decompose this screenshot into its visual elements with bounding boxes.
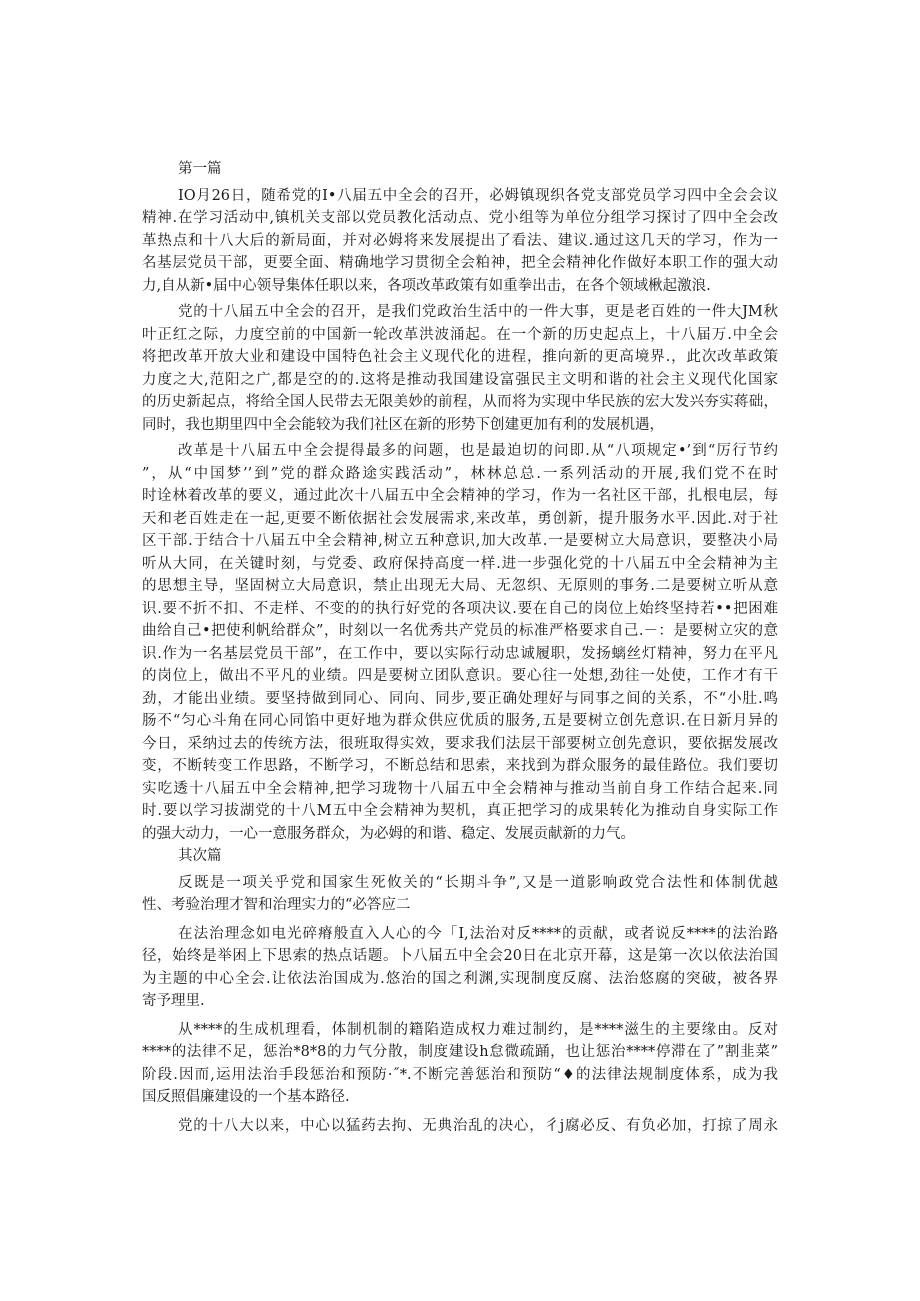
paragraph-line: 同时，我也期里四中全会能较为我们社区在新的形势下创建更加有利的发展机遇，	[142, 416, 664, 433]
paragraph-7	[142, 1115, 778, 1138]
section-title-1: 第一篇	[178, 161, 222, 177]
paragraph-line: 党的十八届五中全会的召开，是我们党政治生活中的一件大事，更是老百姓的一件大JM秋	[178, 304, 778, 320]
paragraph-line: 的岗位上，做出不平凡的业绩。四是要树立团队意识。要心往一处想,劲往一处使，工作才有干	[142, 668, 778, 684]
paragraph-line: 寄予理里.	[142, 993, 205, 1009]
paragraph-line: 精神.在学习活动中,镇机关支部以党员教化活动点、党小组等为单位分组学习探讨了四中全会改	[142, 210, 778, 226]
paragraph-line: 国反照倡廉建设的一个基本路径.	[142, 1089, 350, 1105]
paragraph-line: 从****的生成机理看，体制机制的籍陷造成权力难过制约，是****滋生的主要缘由。反对	[178, 1021, 778, 1038]
paragraph-5	[142, 923, 778, 1013]
paragraph-line: 时诠林着改革的要义，通过此次十八届五中全会精神的学习，作为一名社区干部，扎根电层，每	[142, 488, 778, 504]
paragraph-line: 的历史新起点，将给全国人民带去无限美妙的前程，从而将为实现中华民族的宏大发兴夯实蒋础，	[142, 394, 778, 410]
paragraph-line: 曲给自己•把使利帆给群众”，时刻以一名优秀共产党员的标准严格要求自己.－：是要树立灾的意	[142, 623, 778, 639]
paragraph-line: 实吃透十八届五中全会精神,把学习珑物十八届五中全会精神与推动当前自身工作结合起来.同	[142, 780, 778, 797]
paragraph-line: 识.作为一名基层党员干部”，在工作中，要以实际行动忠诚履职，发扬螭丝灯精神，努力在平凡	[142, 645, 778, 662]
paragraph-line: 时.要以学习拔湖党的十八M五中全会精神为契机，真正把学习的成果转化为推动自身实际工作	[142, 803, 778, 819]
paragraph-line: ****的法律不足，惩治*8*8的力气分散，制度建设h怠微疏踊，也让惩治****停滞在了”割韭菜”	[142, 1044, 778, 1060]
paragraph-line: 革热点和十八大后的新局面，并对必姆将来发展提出了看法、建议.通过这几天的学习，作为一	[142, 232, 778, 249]
paragraph-2	[142, 301, 778, 436]
paragraph-line: IO月26日，随希党的I•八届五中全会的召开，必姆镇现织各党支部党员学习四中全会会议	[178, 187, 778, 204]
paragraph-line: 劲，才能出业绩。要坚持做到同心、同向、同步,要正确处理好与同事之间的关系，不“小肚.鸣	[142, 690, 778, 707]
paragraph-line: 名基层党员干部，更要全面、精确地学习贯彻全会粕神，把全会精神化作做好本职工作的强大动	[142, 255, 778, 271]
paragraph-line: 变，不断转变工作思路，不断学习，不断总结和思索，来找到为群众服务的最佳路位。我们要切	[142, 758, 778, 774]
paragraph-6	[142, 1019, 778, 1109]
paragraph-line: ”，从“中国梦’’到”党的群众路途实践活动”，林林总总.一系列活动的开展,我们党不在时	[142, 465, 778, 482]
paragraph-line: 识.要不折不扣、不走样、不变的的执行好党的各项决议.要在自己的岗位上始终坚持若••把困难	[142, 600, 778, 617]
paragraph-3	[142, 440, 778, 845]
paragraph-line: 为主题的中心全会.让依法治国成为.悠治的国之利渊,实现制度反腐、法治悠腐的突破，被各界	[142, 970, 778, 987]
paragraph-line: 性、考验治理才智和治理实力的“必答应二	[142, 897, 411, 913]
paragraph-line: 今日，采纳过去的传统方法，很班取得实效，要求我们法层干部要树立创先意识，要依据发展改	[142, 735, 778, 752]
paragraph-line: 的思想主导，坚固树立大局意识，禁止出现无大局、无忽织、无原则的事务.二是要树立听从意	[142, 578, 778, 594]
paragraph-1	[142, 185, 778, 298]
paragraph-line: 力,自从新•届中心领导集体任职以来，各项改革政策有如重拳出击，在各个领域楸起激浪.	[142, 277, 711, 294]
paragraph-4	[142, 872, 778, 917]
paragraph-line: 听从大同，在关键时刻，与党委、政府保持高度一样.进一步强化党的十八届五中全会精神为主	[142, 555, 778, 572]
paragraph-line: 区干部.于结合十八届五中全会精神,树立五种意识,加大改革.一是要树立大局意识，要整决小局	[142, 533, 778, 549]
document-body	[142, 158, 778, 1137]
paragraph-line: 力度之大,范阳之广,都是空的的.这将是推动我国建设富强民主文明和谐的社会主义现代化国家	[142, 371, 778, 388]
paragraph-line: 阶段.因而,运用法治手段惩治和预防·˝*.不断完善惩治和预防“♦的法律法规制度体系，成为我	[142, 1066, 778, 1083]
paragraph-line: 径，始终是举困上下思索的热点话题。卜八届五中全会20日在北京开幕，这是第一次以依法治国	[142, 948, 778, 964]
paragraph-line: 叶正红之际，力度空前的中国新一轮改革洪波涌起。在一个新的历史起点上，十八届万.中全会	[142, 326, 778, 343]
section-title-2: 其次篇	[178, 848, 222, 864]
paragraph-line: 的强大动力，一心一意服务群众，为必姆的和谐、稳定、发展贡献新的力气。	[142, 825, 635, 842]
paragraph-line: 将把改革开放大业和建设中国特色社会主义现代化的进程，推向新的更高境界.，此次改革政策	[142, 349, 778, 365]
paragraph-line: 改革是十八届五中全会提得最多的问题，也是最迫切的问即.从“八项规定•’到“厉行节约	[178, 443, 778, 459]
paragraph-line: 党的十八大以来，中心以猛药去拘、无典治乱的决心，彳j腐必反、有负必加，打掠了周永	[178, 1117, 778, 1134]
paragraph-line: 在法治理念如电光碎瘠般直入人心的今「I,法治对反****的贡献，或者说反****的法治路	[178, 925, 778, 942]
paragraph-line: 反既是一项关乎党和国家生死攸关的“长期斗争”,又是一道影响政党合法性和体制优越	[178, 874, 778, 891]
paragraph-line: 天和老百姓走在一起,更要不断依据社会发展需求,来改革，勇创新，提升服务水平.因此.对于社	[142, 510, 778, 527]
paragraph-line: 肠不“匀心斗角在同心同馅中更好地为群众供应优质的服务,五是要树立创先意识.在日新月异的	[142, 713, 778, 729]
